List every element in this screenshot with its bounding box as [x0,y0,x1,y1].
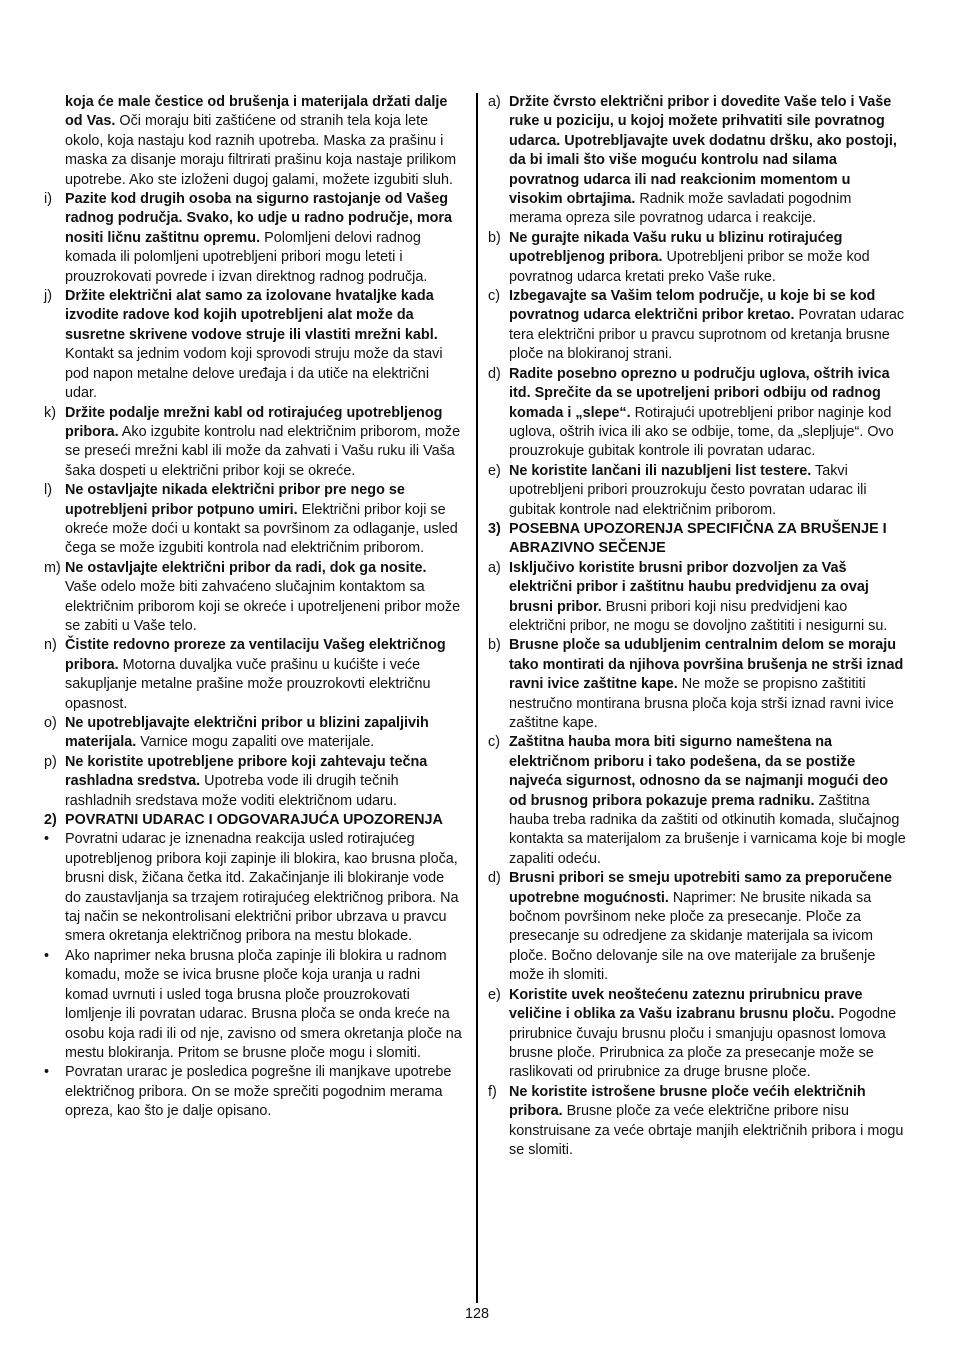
bullet-item: • Ako naprimer neka brusna ploča zapinje ili blokira u radnom komadu, može se ivica brusne ploče koja uranja u radni komad uvrnuti i usled toga brusna ploče prouzrokovati lomljenje ili povratan udarac. Brusna ploča se onda kreće na osobu koja radi ili od nje, zavisno od smera okretanja ploče na mestu blokiranja. Pritom se brusne ploče mogu i slomiti. [44,947,462,1063]
right-column [488,93,908,1160]
list-item-a: a) Isključivo koristite brusni pribor dozvoljen za Vaš električni pribor i zaštitnu haubu predvidjenu za ovaj brusni pribor. Brusni pribori koji nisu predvidjeni kao električni pribor, ne mogu se dovoljno zaštititi i nesigurni su. [488,559,888,634]
page-number: 128 [464,1306,489,1322]
bullet-icon: • [44,947,50,964]
bullet-icon: • [44,831,50,848]
list-item-a: a) Držite čvrsto električni pribor i dovedite Vaše telo i Vaše ruke u poziciju, u kojoj možete prihvatiti sile povratnog udarca. Upotrebljavajte uvek dodatnu dršku, ako postoji, da bi imali što više moguću kontrolu nad silama povratnog udarca ili nad reakcionim momentom u visokim obrtajima. Radnik može savladati pogodnim merama opreza sile povratnog udarca i reakcije. [488,94,897,227]
list-item-l: l) Ne ostavljajte nikada električni pribor pre nego se upotrebljeni pribor potpuno umiri. Električni pribor koji se okreće može doći u kontakt sa površinom za odlaganje, usled čega se može izgubiti kontrola nad električnim priborom. [44,482,458,557]
list-item-d: d) Brusni pribori se smeju upotrebiti samo za preporučene upotrebne mogućnosti. Naprimer: Ne brusite nikada sa bočnom površinom neke ploče za presecanje. Ploče za presecanje su odredjene za skidanje materijala sa ivicom ploče. Bočno delovanje sile na ove materijale za brušenje može ih slomiti. [488,870,893,984]
bullet-item: • Povratan urarac je posledica pogrešne ili manjkave upotrebe električnog pribora. On se može sprečiti pogodnim merama opreza, kao što je dalje opisano. [44,1063,462,1121]
list-item-d: d) Radite posebno oprezno u području uglova, oštrih ivica itd. Sprečite da se upotreljeni pribori odbiju od radnog komada i „slepe“. Rotirajući upotrebljeni pribor naginje kod uglova, oštrih ivica ili ako se odbije, tome, da „slepljuje“. Ovo prouzrokuje gubitak kontrole ili povratan udarac. [488,365,894,460]
list-item-b: b) Brusne ploče sa udubljenim centralnim delom se moraju tako montirati da njihova površina brušenja ne strši iznad ravni ivice zaštitne kape. Ne može se propisno zaštititi nestručno montirana brusna ploča koja strši iznad ravni ivice zaštitne kape. [488,637,904,731]
list-item-j: j) Držite električni alat samo za izolovane hvataljke kada izvodite radove kod kojih upotrebljeni alat može da susretne skrivene vodove struje ili vlastiti mrežni kabl. Kontakt sa jednim vodom koji sprovodi struju može da stavi pod napon metalne delove uređaja i da utiče na električni udar. [44,288,443,402]
list-item-e: e) Ne koristite lančani ili nazubljeni list testere. Takvi upotrebljeni pribori prouzrokuju često povratan udarac ili gubitak kontrole nad električnim priborom. [488,462,867,518]
column-divider [476,93,478,1303]
intro-paragraph [44,93,462,190]
list-item-p: p) Ne koristite upotrebljene pribore koji zahtevaju tečna rashladna sredstva. Upotreba vode ili drugih tečnih rashladnih sredstava može voditi električnom udaru. [44,753,428,809]
list-item-b: b) Ne gurajte nikada Vašu ruku u blizinu rotirajućeg upotrebljenog pribora. Upotrebljeni pribor se može kod povratnog udarca kretati preko Vaše ruke. [488,229,870,285]
list-item-n: n) Čistite redovno proreze za ventilaciju Vašeg električnog pribora. Motorna duvaljka vuče prašinu u kućište i veće sakupljanje metalne prašine može prouzrokovti električnu opasnost. [44,637,446,712]
list-item-f: f) Ne koristite istrošene brusne ploče većih električnih pribora. Brusne ploče za veće električne pribore nisu konstruisane za veće obrtaje manjih električnih pribora i mogu se slomiti. [488,1083,904,1158]
list-item-m: m) Ne ostavljajte električni pribor da radi, dok ga nosite. Vaše odelo može biti zahvaćeno slučajnim kontaktom sa električnim priborom koji se okreće i upotreljeneni pribor može se zabiti u Vaše telo. [44,559,461,634]
bullet-icon: • [44,1064,50,1081]
list-item-i: i) Pazite kod drugih osoba na sigurno rastojanje od Vašeg radnog područja. Svako, ko udje u radno područje, mora nositi ličnu zaštitnu opremu. Polomljeni delovi radnog komada ili polomljeni upotrebljeni pribori mogu leteti i prouzrokovati povrede i izvan direktnog radnog područja. [44,191,453,285]
list-item-e: e) Koristite uvek neoštećenu zateznu prirubnicu prave veličine i oblika za Vašu izabranu brusnu ploču. Pogodne prirubnice čuvaju brusnu ploču i smanjuju opasnost lomova brusne ploče. Prirubnica za ploče za presecanje može se raslikovati od prirubnice za druge brusne ploče. [488,986,897,1081]
list-item-c: c) Izbegavajte sa Vašim telom područje, u koje bi se kod povratnog udarca električni pribor kretao. Povratan udarac tera električni pribor u pravcu suprotnom od kretanja brusne ploče na blokiranoj strani. [488,288,905,363]
list-item-o: o) Ne upotrebljavajte električni pribor u blizini zapaljivih materijala. Varnice mogu zapaliti ove materijale. [44,715,429,751]
list-item-k: k) Držite podalje mrežni kabl od rotirajućeg upotrebljenog pribora. Ako izgubite kontrolu nad električnim priborom, može se preseći mrežni kabl ili može da zahvati i Vašu ruku ili Vaša šaka dospeti u električni pribor koji se okreće. [44,404,461,479]
left-column [44,93,462,1122]
list-item-c: c) Zaštitna hauba mora biti sigurno nameštena na električnom priboru i tako podešena, da se postiže najveća sigurnost, odnosno da se najmanji mogući deo od brusnog pribora pokazuje prema radniku. Zaštitna hauba treba radnika da zaštiti od otkinutih komada, slučajnog kontakta sa materijalom za brušenje i varnicama koje bi mogle zapaliti odeću. [488,734,906,867]
bullet-item: • Povratni udarac je iznenadna reakcija usled rotirajućeg upotrebljenog pribora koji zapinje ili blokira, kao brusna ploča, brusni disk, žičana četka itd. Zakačinjanje ili blokiranje vode do zaustavljanja sa trzajem rotirajućeg električnog pribora. Na taj način se nekontrolisani električni pribor ubrzava u pravcu smera okretanja električnog pribora na mestu blokade. [44,830,462,946]
section-heading-3: 3) POSEBNA UPOZORENJA SPECIFIČNA ZA BRUŠENJE I ABRAZIVNO SEČENJE [488,520,887,557]
intro-bold: koja će male čestice od brušenja i materijala držati dalje od Vas. [65,94,448,130]
section-heading-2: 2) POVRATNI UDARAC I ODGOVARAJUĆA UPOZORENJA [44,812,443,829]
intro-text: Oči moraju biti zaštićene od stranih tela koja lete okolo, koja nastaju kod raznih upotreba. Maska za prašinu i maska za disanje moraju filtrirati prašinu koja nastaje prilikom upotrebe. Ako ste izloženi dugoj galami, možete izgubiti sluh. [65,113,457,188]
